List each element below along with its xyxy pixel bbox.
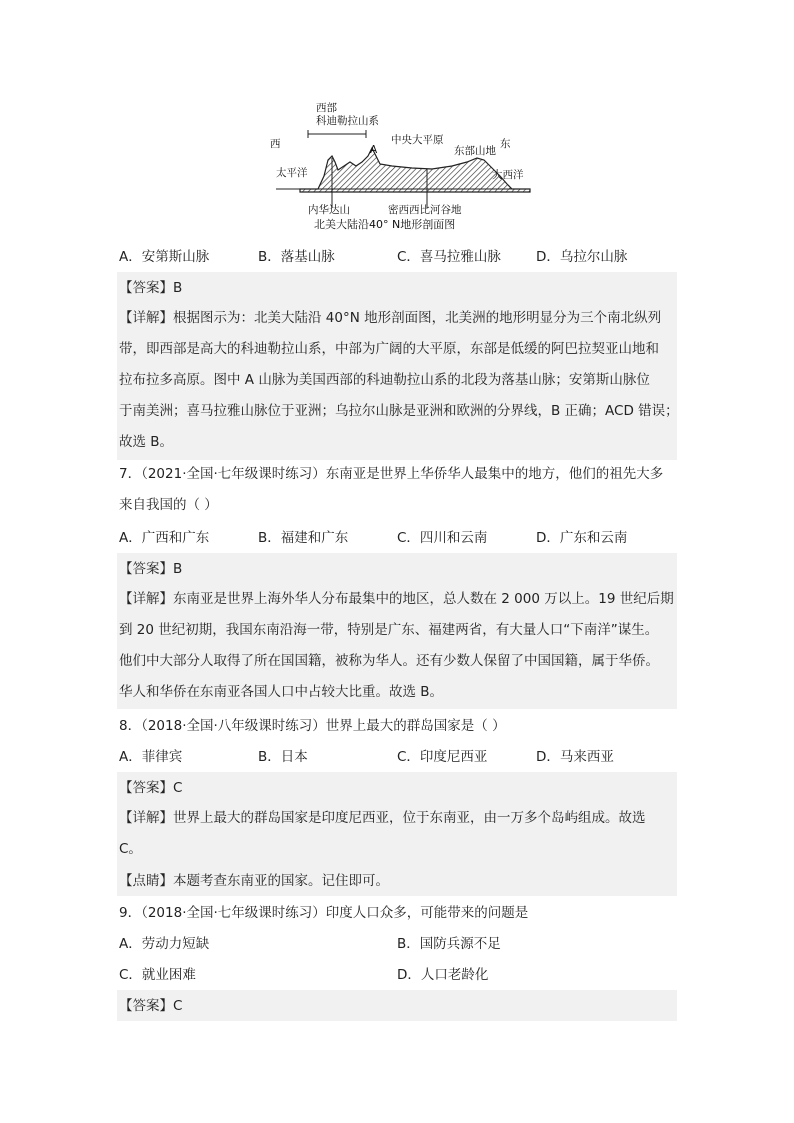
q9-option-b: B．国防兵源不足 xyxy=(397,936,501,952)
cordillera-label-1: 西部 xyxy=(316,102,337,114)
q7-stem-line: 来自我国的（ ） xyxy=(119,497,218,513)
cordillera-label-2: 科迪勒拉山系 xyxy=(316,115,379,127)
q7-detail-line: 华人和华侨在东南亚各国人口中占较大比重。故选 B。 xyxy=(119,684,444,700)
q6-detail xyxy=(119,303,679,458)
q7-answer: 【答案】B xyxy=(119,561,183,577)
q6-option-c: C．喜马拉雅山脉 xyxy=(397,249,501,265)
q6-detail-line: 于南美洲；喜马拉雅山脉位于亚洲；乌拉尔山脉是亚洲和欧洲的分界线，B 正确；ACD 错误； xyxy=(119,403,679,419)
q8-option-d: D．马来西亚 xyxy=(536,749,614,765)
atlantic-label: 大西洋 xyxy=(492,169,524,181)
q7-option-b: B．福建和广东 xyxy=(258,530,349,546)
q7-detail-line: 到 20 世纪初期，我国东南沿海一带，特别是广东、福建两省，有大量人口“下南洋”谋生。 xyxy=(119,622,659,638)
q7-stem xyxy=(119,459,675,521)
q9-option-c: C．就业困难 xyxy=(119,967,196,983)
diagram-caption: 北美大陆沿40° N地形剖面图 xyxy=(314,218,456,231)
q8-detail-line: C。 xyxy=(119,841,142,857)
q7-detail xyxy=(119,584,675,708)
q6-detail-line: 拉布拉多高原。图中 A 山脉为美国西部的科迪勒拉山系的北段为落基山脉；安第斯山脉位 xyxy=(119,372,650,388)
q9-stem: 9．（2018·全国·七年级课时练习）印度人口众多，可能带来的问题是 xyxy=(119,905,529,921)
q7-detail-line: 【详解】东南亚是世界上海外华人分布最集中的地区，总人数在 2 000 万以上。19 世纪后期 xyxy=(119,591,674,607)
pacific-label: 太平洋 xyxy=(276,167,308,179)
q8-answer: 【答案】C xyxy=(119,780,183,796)
east-mountain-label: 东部山地 xyxy=(454,145,496,157)
q7-stem-line: 7．（2021·全国·七年级课时练习）东南亚是世界上华侨华人最集中的地方，他们的祖先大多 xyxy=(119,466,664,482)
q9-answer: 【答案】C xyxy=(119,998,183,1014)
nevada-label: 内华达山 xyxy=(308,204,350,216)
q8-option-b: B．日本 xyxy=(258,749,308,765)
q6-detail-line: 【详解】根据图示为：北美大陆沿 40°N 地形剖面图，北美洲的地形明显分为三个南北纵列 xyxy=(119,310,662,326)
terrain-profile-diagram xyxy=(262,96,532,236)
q6-option-b: B．落基山脉 xyxy=(258,249,335,265)
q6-option-d: D．乌拉尔山脉 xyxy=(536,249,628,265)
mississippi-label: 密西西比河谷地 xyxy=(388,204,462,216)
q6-answer: 【答案】B xyxy=(119,280,183,296)
east-label: 东 xyxy=(500,138,511,150)
q7-detail-line: 他们中大部分人取得了所在国国籍，被称为华人。还有少数人保留了中国国籍，属于华侨。 xyxy=(119,653,659,669)
q7-option-d: D．广东和云南 xyxy=(536,530,628,546)
q8-detail-line: 【详解】世界上最大的群岛国家是印度尼西亚，位于东南亚，由一万多个岛屿组成。故选 xyxy=(119,810,646,826)
q8-comment: 【点睛】本题考查东南亚的国家。记住即可。 xyxy=(119,873,389,889)
point-a-label: A xyxy=(370,144,378,156)
q6-detail-line: 带，即西部是高大的科迪勒拉山系，中部为广阔的大平原，东部是低缓的阿巴拉契亚山地和 xyxy=(119,341,659,357)
q8-detail xyxy=(119,803,675,865)
q7-option-c: C．四川和云南 xyxy=(397,530,488,546)
q7-option-a: A．广西和广东 xyxy=(119,530,210,546)
q9-option-d: D．人口老龄化 xyxy=(397,967,489,983)
q9-option-a: A．劳动力短缺 xyxy=(119,936,210,952)
q6-option-a: A．安第斯山脉 xyxy=(119,249,210,265)
q6-detail-line: 故选 B。 xyxy=(119,434,174,450)
q8-option-c: C．印度尼西亚 xyxy=(397,749,488,765)
west-label: 西 xyxy=(270,138,281,150)
q8-option-a: A．菲律宾 xyxy=(119,749,183,765)
plains-label: 中央大平原 xyxy=(391,134,444,146)
q8-stem: 8．（2018·全国·八年级课时练习）世界上最大的群岛国家是（ ） xyxy=(119,718,506,734)
